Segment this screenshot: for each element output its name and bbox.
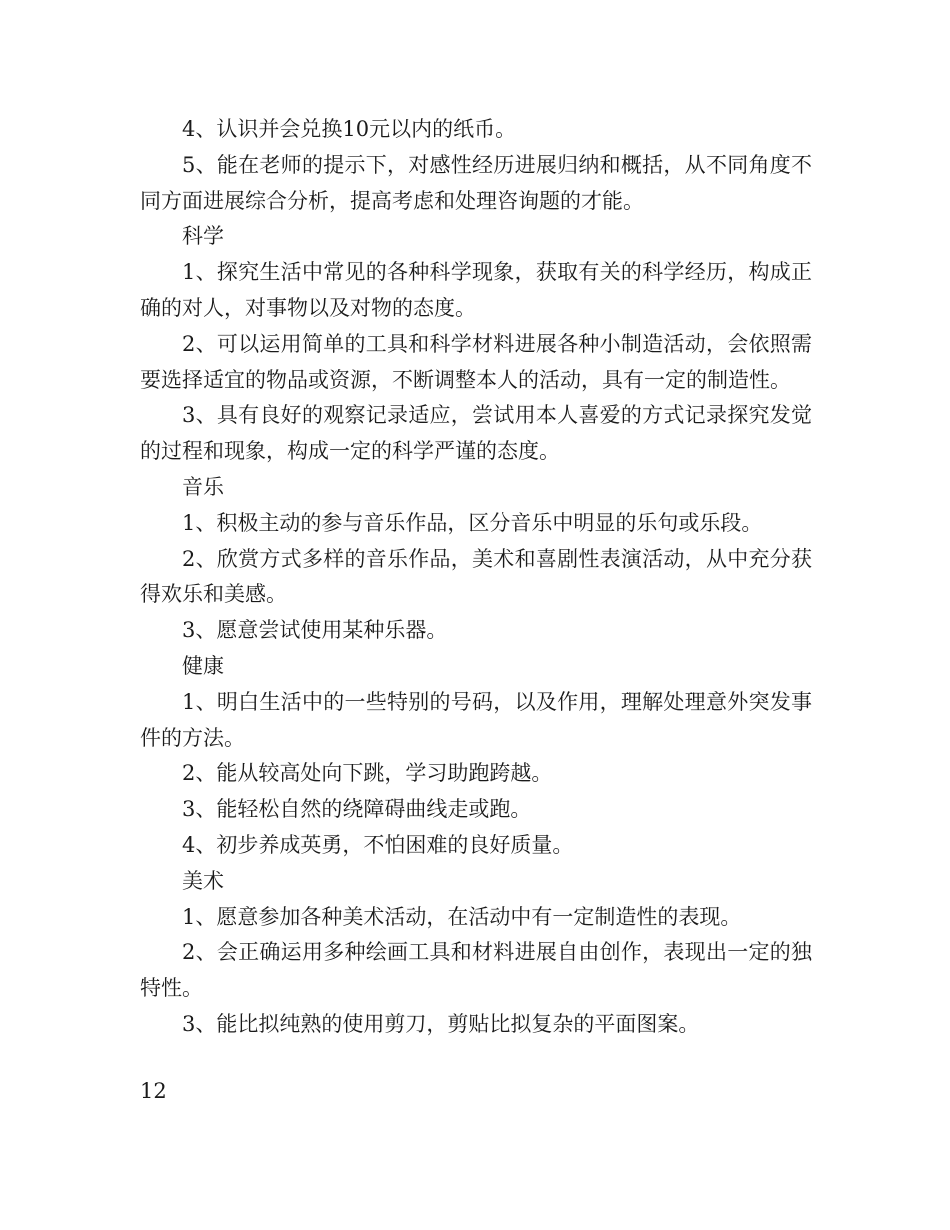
science-item-2: 2、可以运用简单的工具和科学材料进展各种小制造活动，会依照需要选择适宜的物品或资源，不断调整本人的活动，具有一定的制造性。 bbox=[140, 331, 812, 392]
health-item-2: 2、能从较高处向下跳，学习助跑跨越。 bbox=[182, 761, 553, 786]
music-item-2: 2、欣赏方式多样的音乐作品，美术和喜剧性表演活动，从中充分获得欢乐和美感。 bbox=[140, 546, 812, 607]
section-heading-health: 健康 bbox=[182, 653, 224, 678]
art-item-1: 1、愿意参加各种美术活动，在活动中有一定制造性的表现。 bbox=[182, 904, 742, 929]
section-heading-science: 科学 bbox=[182, 224, 224, 249]
health-item-4: 4、初步养成英勇，不怕困难的良好质量。 bbox=[182, 832, 574, 857]
section-heading-art: 美术 bbox=[182, 868, 224, 893]
health-item-3: 3、能轻松自然的绕障碍曲线走或跑。 bbox=[182, 797, 532, 822]
page-number: 12 bbox=[140, 1079, 167, 1103]
intro-item-5: 5、能在老师的提示下，对感性经历进展归纳和概括，从不同角度不同方面进展综合分析，提高考虑和处理咨询题的才能。 bbox=[140, 152, 812, 213]
art-item-3: 3、能比拟纯熟的使用剪刀，剪贴比拟复杂的平面图案。 bbox=[182, 1011, 700, 1036]
science-item-1: 1、探究生活中常见的各种科学现象，获取有关的科学经历，构成正确的对人，对事物以及对物的态度。 bbox=[140, 260, 812, 320]
intro-item-4: 4、认识并会兑换10元以内的纸币。 bbox=[182, 117, 517, 141]
music-item-1: 1、积极主动的参与音乐作品，区分音乐中明显的乐句或乐段。 bbox=[182, 510, 763, 535]
section-heading-music: 音乐 bbox=[182, 474, 224, 499]
art-item-2: 2、会正确运用多种绘画工具和材料进展自由创作，表现出一定的独特性。 bbox=[140, 940, 812, 1001]
health-item-1: 1、明白生活中的一些特别的号码，以及作用，理解处理意外突发事件的方法。 bbox=[140, 689, 812, 750]
document-body bbox=[140, 112, 812, 1043]
science-item-3: 3、具有良好的观察记录适应，尝试用本人喜爱的方式记录探究发觉的过程和现象，构成一定的科学严谨的态度。 bbox=[140, 403, 812, 464]
music-item-3: 3、愿意尝试使用某种乐器。 bbox=[182, 618, 448, 643]
